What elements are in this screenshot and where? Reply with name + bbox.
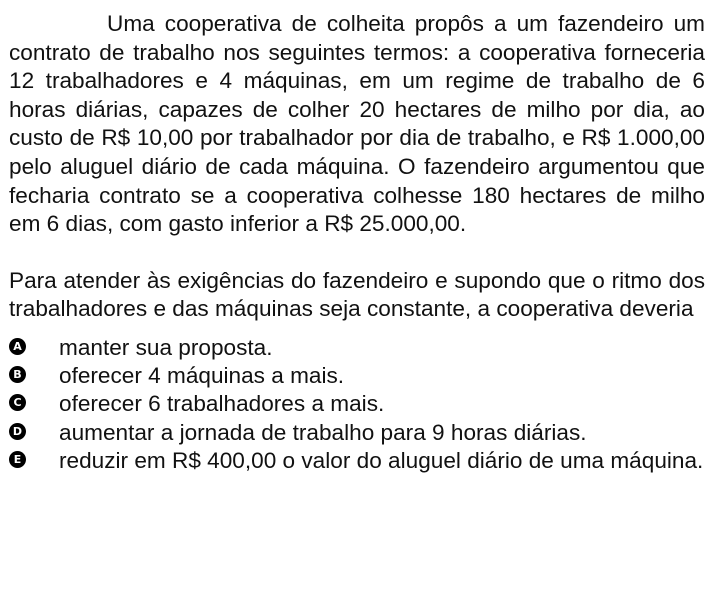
answer-option-a[interactable] [9,334,705,362]
option-d-text: aumentar a jornada de trabalho para 9 horas diárias. [59,419,587,445]
option-e-text: reduzir em R$ 400,00 o valor do aluguel diário de uma máquina. [59,447,704,473]
option-c-text: oferecer 6 trabalhadores a mais. [59,391,385,417]
option-e-letter-badge: E [9,451,26,468]
option-c-letter-badge: C [9,394,26,411]
option-d-letter-badge: D [9,423,26,440]
answer-options-list [9,334,705,475]
option-a-text: manter sua proposta. [59,334,273,360]
answer-option-b[interactable] [9,362,705,390]
paragraph-spacer [9,239,705,267]
option-b-text: oferecer 4 máquinas a mais. [59,363,345,389]
option-a-letter-badge: A [9,338,26,355]
question-block [9,10,705,475]
answer-option-d[interactable] [9,419,705,447]
answer-option-e[interactable] [9,447,705,475]
answer-option-c[interactable] [9,390,705,418]
question-statement-context: Uma cooperativa de colheita propôs a um fazendeiro um contrato de trabalho nos seguintes termos: a cooperativa forneceria 12 trabalhadores e 4 máquinas, em um regime de trabalho de 6 horas diárias, capazes de colher 20 hectares de milho por dia, ao custo de R$ 10,00 por trabalhador por dia de trabalho, e R$ 1.000,00 pelo aluguel diário de cada máquina. O fazendeiro argumentou que fecharia contrato se a cooperativa colhesse 180 hectares de milho em 6 dias, com gasto inferior a R$ 25.000,00. [9,11,705,237]
option-b-letter-badge: B [9,366,26,383]
question-prompt: Para atender às exigências do fazendeiro e supondo que o ritmo dos trabalhadores e das máquinas seja constante, a cooperativa deveria [9,267,705,322]
